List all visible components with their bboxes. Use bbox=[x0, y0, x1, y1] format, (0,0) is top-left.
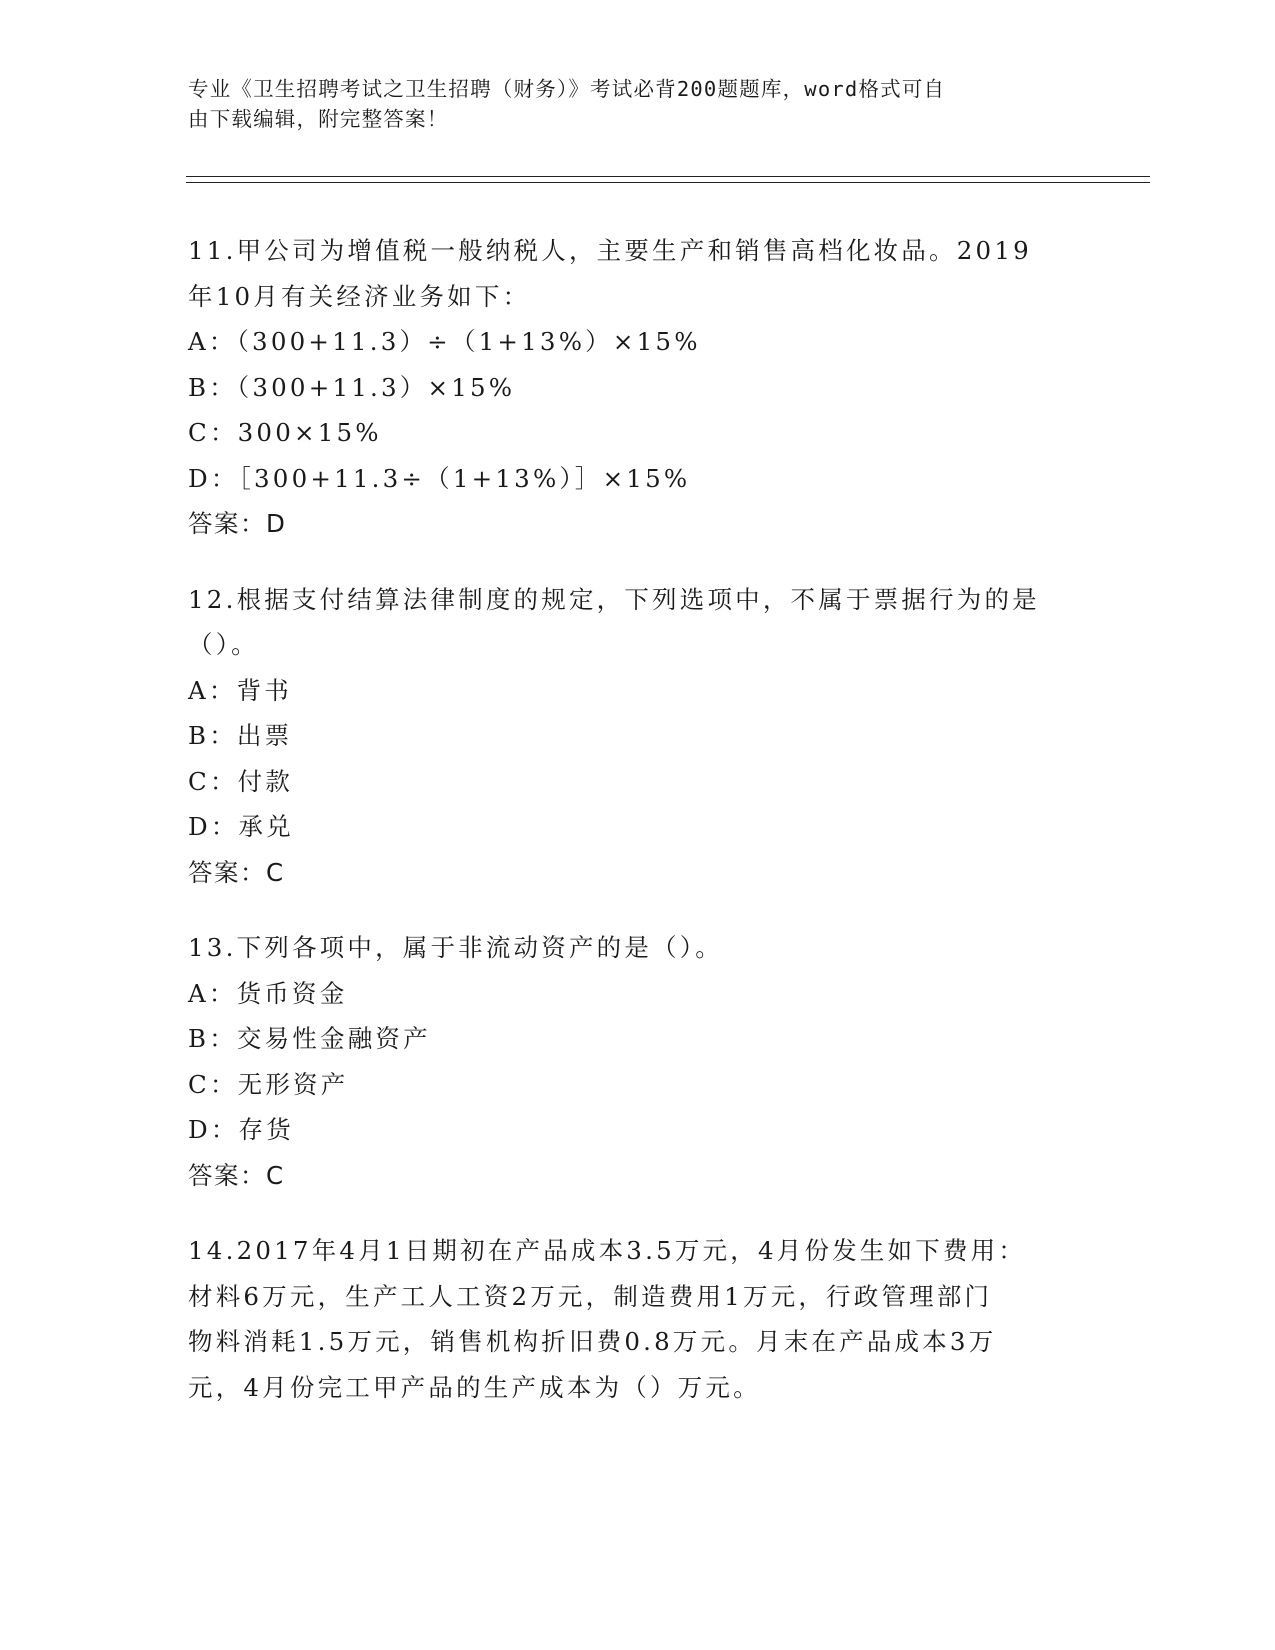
question-stem-line: 12.根据支付结算法律制度的规定，下列选项中，不属于票据行为的是 bbox=[188, 584, 1040, 614]
question-13 bbox=[188, 925, 1088, 1198]
question-12 bbox=[188, 577, 1088, 896]
option-d: D：［300+11.3÷（1+13%）］×15% bbox=[188, 463, 691, 493]
answer-value: C bbox=[266, 1160, 285, 1190]
answer-line bbox=[188, 1153, 1088, 1199]
question-11 bbox=[188, 228, 1088, 547]
answer-value: D bbox=[266, 509, 287, 538]
option-d: D：存货 bbox=[188, 1115, 294, 1144]
option-b: B：交易性金融资产 bbox=[188, 1024, 431, 1053]
answer-line bbox=[188, 850, 1088, 896]
header-divider-top bbox=[186, 176, 1150, 177]
answer-value: C bbox=[266, 857, 285, 887]
header-line-1: 专业《卫生招聘考试之卫生招聘（财务）》考试必背200题题库，word格式可自 bbox=[188, 77, 946, 101]
option-b: B：出票 bbox=[188, 721, 293, 750]
document-header bbox=[188, 74, 1068, 134]
option-a: A：背书 bbox=[188, 675, 292, 705]
question-list bbox=[188, 228, 1088, 1440]
answer-label: 答案： bbox=[188, 509, 266, 538]
option-c: C：无形资产 bbox=[188, 1069, 349, 1099]
option-a: A：（300+11.3）÷（1+13%）×15% bbox=[188, 327, 701, 356]
question-14 bbox=[188, 1228, 1088, 1410]
option-c: C：300×15% bbox=[188, 418, 382, 447]
question-stem-line: 元，4月份完工甲产品的生产成本为（）万元。 bbox=[188, 1372, 761, 1402]
question-stem-line: 年10月有关经济业务如下： bbox=[188, 281, 531, 311]
question-stem-line: （）。 bbox=[188, 630, 259, 659]
question-stem-line: 材料6万元，生产工人工资2万元，制造费用1万元，行政管理部门 bbox=[188, 1281, 993, 1311]
option-d: D：承兑 bbox=[188, 812, 294, 841]
answer-line bbox=[188, 501, 1088, 547]
question-stem-line: 物料消耗1.5万元，销售机构折旧费0.8万元。月末在产品成本3万 bbox=[188, 1327, 997, 1356]
answer-label: 答案： bbox=[188, 1160, 266, 1190]
option-b: B：（300+11.3）×15% bbox=[188, 372, 516, 402]
option-a: A：货币资金 bbox=[188, 978, 348, 1008]
answer-label: 答案： bbox=[188, 857, 266, 887]
question-stem-line: 11.甲公司为增值税一般纳税人，主要生产和销售高档化妆品。2019 bbox=[188, 236, 1032, 265]
header-line-2: 由下载编辑，附完整答案！ bbox=[188, 107, 449, 131]
question-stem-line: 13.下列各项中，属于非流动资产的是（）。 bbox=[188, 933, 723, 962]
question-stem-line: 14.2017年4月1日期初在产品成本3.5万元，4月份发生如下费用： bbox=[188, 1236, 1027, 1265]
option-c: C：付款 bbox=[188, 766, 294, 796]
header-divider-bottom bbox=[186, 182, 1150, 183]
